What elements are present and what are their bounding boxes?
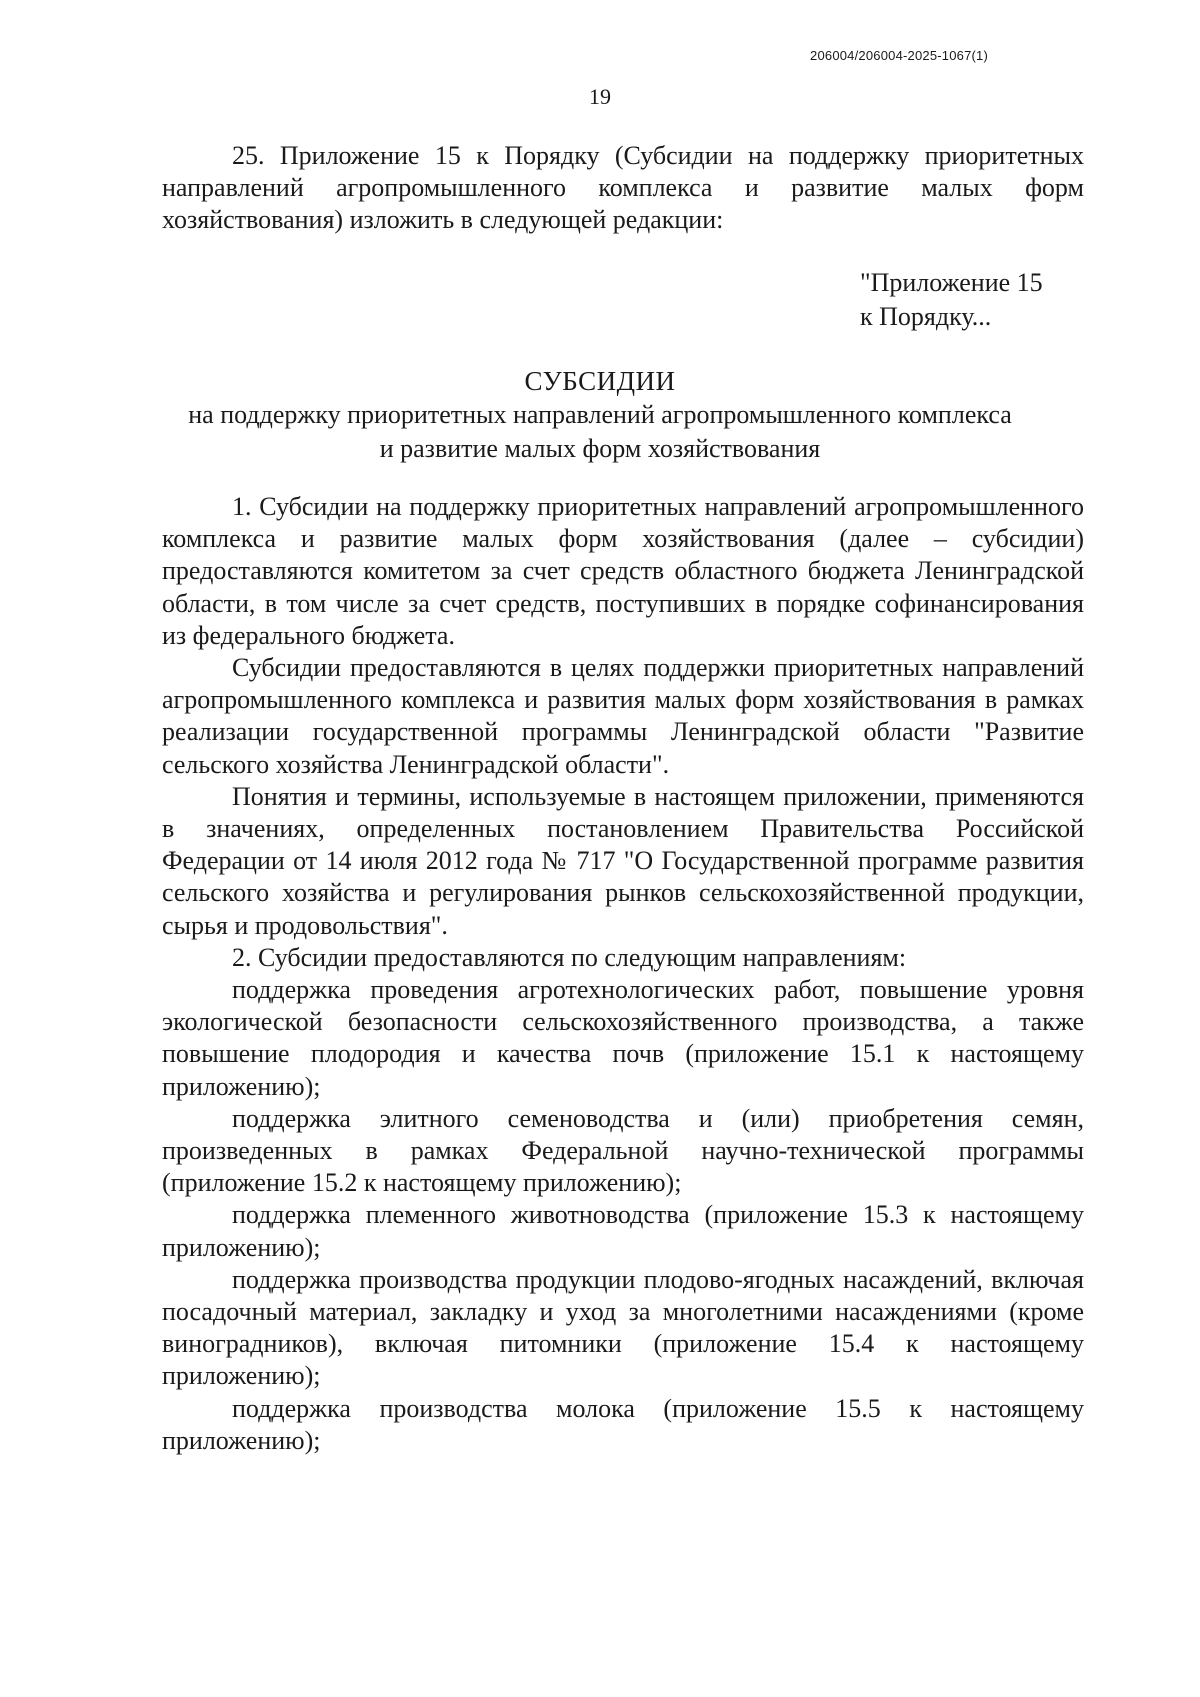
heading-title: СУБСИДИИ: [524, 366, 676, 396]
paragraph-5: поддержка проведения агротехнологических работ, повышение уровня экологической безопасности сельскохозяйственного производства, а также повышение плодородия и качества почв (приложение 15.1 к настоящему приложению);: [162, 975, 1084, 1101]
intro-block: [162, 140, 1084, 237]
paragraph-9: поддержка производства молока (приложение 15.5 к настоящему приложению);: [162, 1393, 1084, 1455]
paragraph-2: Субсидии предоставляются в целях поддержки приоритетных направлений агропромышленного комплекса и развития малых форм хозяйствования в рамках реализации государственной программы Ленинградской области "Развитие сельского хозяйства Ленинградской области".: [162, 653, 1084, 779]
paragraph-7: поддержка племенного животноводства (приложение 15.3 к настоящему приложению);: [162, 1200, 1084, 1262]
main-text: [162, 491, 1084, 1457]
paragraph-4: 2. Субсидии предоставляются по следующим направлениям:: [232, 942, 907, 972]
heading-subtitle-line-1: на поддержку приоритетных направлений агропромышленного комплекса: [188, 400, 1012, 429]
paragraph-1: 1. Субсидии на поддержку приоритетных направлений агропромышленного комплекса и развитие малых форм хозяйствования (далее – субсидии) предоставляются комитетом за счет средств областного бюджета Ленинградской области, в том числе за счет средств, поступивших в порядке софинансирования из федерального бюджета.: [162, 492, 1084, 650]
appendix-reference-line-1: "Приложение 15: [860, 268, 1043, 297]
document-code: 206004/206004-2025-1067(1): [810, 48, 988, 63]
paragraph-3: Понятия и термины, используемые в настоящем приложении, применяются в значениях, определенных постановлением Правительства Российской Федерации от 14 июля 2012 года № 717 "О Государственной программе развития сельского хозяйства и регулирования рынков сельскохозяйственной продукции, сырья и продовольствия".: [162, 781, 1084, 940]
heading-subtitle-line-2: и развитие малых форм хозяйствования: [379, 434, 821, 463]
section-heading: [0, 364, 1200, 466]
page-number: 19: [589, 84, 611, 109]
paragraph-6: поддержка элитного семеноводства и (или) приобретения семян, произведенных в рамках Федеральной научно-технической программы (приложение 15.2 к настоящему приложению);: [162, 1103, 1084, 1198]
intro-paragraph: 25. Приложение 15 к Порядку (Субсидии на поддержку приоритетных направлений агропромышленного комплекса и развитие малых форм хозяйствования) изложить в следующей редакции:: [162, 141, 1084, 235]
appendix-reference: [860, 266, 1043, 334]
paragraph-8: поддержка производства продукции плодово-ягодных насаждений, включая посадочный материал, закладку и уход за многолетними насаждениями (кроме виноградников), включая питомники (приложение 15.4 к настоящему приложению);: [162, 1264, 1084, 1391]
appendix-reference-line-2: к Порядку...: [860, 302, 992, 331]
